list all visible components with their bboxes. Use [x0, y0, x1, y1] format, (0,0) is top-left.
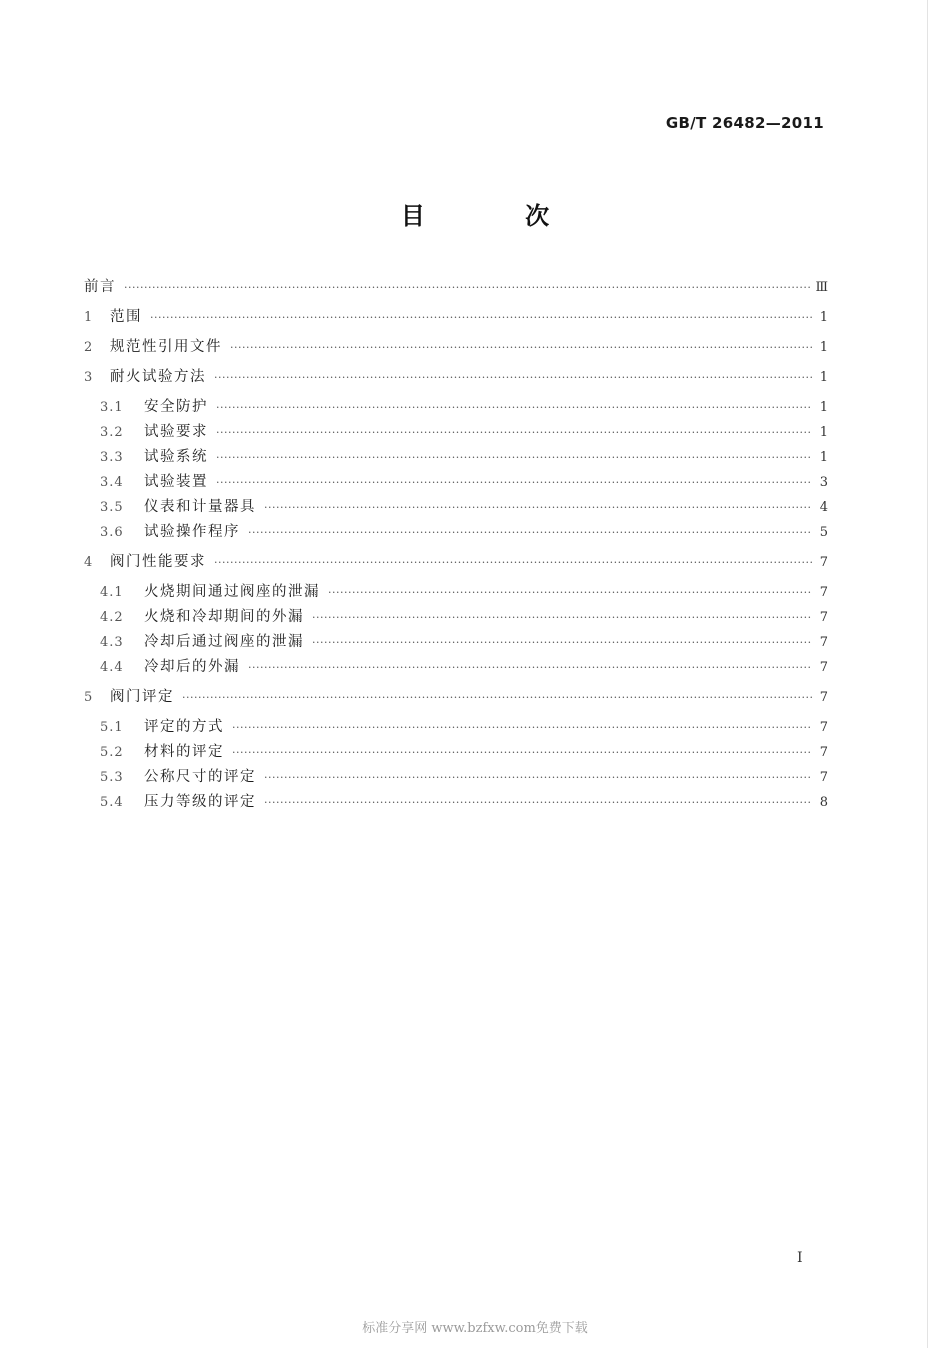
- toc-leader-dots: [264, 497, 812, 519]
- toc-entry-label: 火烧和冷却期间的外漏: [144, 609, 304, 625]
- toc-entry-label: 公称尺寸的评定: [144, 769, 256, 785]
- toc-entry-page: 7: [819, 635, 828, 650]
- toc-leader-dots: [150, 307, 812, 329]
- toc-leader-dots: [216, 447, 812, 469]
- toc-entry-4-1[interactable]: [84, 581, 828, 603]
- toc-entry-number: 4: [84, 555, 94, 570]
- toc-leader-dots: [248, 657, 812, 679]
- toc-entry-number: 3.2: [100, 425, 124, 440]
- toc-entry-page: 7: [819, 745, 828, 760]
- toc-entry-1[interactable]: [84, 306, 828, 328]
- toc-entry-label: 冷却后通过阀座的泄漏: [144, 634, 304, 650]
- toc-entry-number: 3: [84, 370, 94, 385]
- toc-entry-number: 4.4: [100, 660, 124, 675]
- toc-entry-5-3[interactable]: [84, 766, 828, 788]
- toc-entry-page: 3: [819, 475, 828, 490]
- toc-entry-4-2[interactable]: [84, 606, 828, 628]
- toc-entry-3-5[interactable]: [84, 496, 828, 518]
- toc-entry-label: 规范性引用文件: [110, 339, 222, 355]
- toc-entry-page: 1: [819, 425, 828, 440]
- page-number: I: [797, 1250, 803, 1266]
- toc-leader-dots: [216, 472, 812, 494]
- toc-entry-number: 3.3: [100, 450, 124, 465]
- toc-leader-dots: [264, 792, 812, 814]
- toc-entry-page: 7: [819, 720, 828, 735]
- toc-entry-page: 7: [819, 610, 828, 625]
- toc-entry-number: 3.4: [100, 475, 124, 490]
- toc-entry-number: 5.3: [100, 770, 124, 785]
- toc-entry-page: 1: [819, 450, 828, 465]
- toc-entry-3-1[interactable]: [84, 396, 828, 418]
- toc-entry-page: 1: [819, 400, 828, 415]
- toc-entry-number: 5.1: [100, 720, 124, 735]
- toc-entry-page: 5: [819, 525, 828, 540]
- toc-entry-page: 1: [819, 370, 828, 385]
- toc-entry-label: 阀门评定: [110, 689, 174, 705]
- toc-leader-dots: [216, 397, 812, 419]
- toc-leader-dots: [182, 687, 812, 709]
- toc-entry-label: 材料的评定: [144, 744, 224, 760]
- toc-entry-number: 3.5: [100, 500, 124, 515]
- toc-entry-5-4[interactable]: [84, 791, 828, 813]
- toc-entry-label: 压力等级的评定: [144, 794, 256, 810]
- toc-entry-label: 评定的方式: [144, 719, 224, 735]
- toc-leader-dots: [264, 767, 812, 789]
- toc-entry-5-2[interactable]: [84, 741, 828, 763]
- toc-leader-dots: [216, 422, 812, 444]
- toc-leader-dots: [328, 582, 812, 604]
- toc-entry-page: 1: [819, 310, 828, 325]
- toc-leader-dots: [232, 717, 812, 739]
- toc-leader-dots: [248, 522, 812, 544]
- toc-leader-dots: [124, 277, 811, 299]
- toc-entry-label: 冷却后的外漏: [144, 659, 240, 675]
- toc-entry-foreword[interactable]: [84, 276, 828, 298]
- toc-entry-label: 试验操作程序: [144, 524, 240, 540]
- toc-entry-label: 试验要求: [144, 424, 208, 440]
- toc-entry-page: 7: [819, 690, 828, 705]
- toc-entry-4-3[interactable]: [84, 631, 828, 653]
- toc-entry-page: 7: [819, 585, 828, 600]
- toc-entry-4-4[interactable]: [84, 656, 828, 678]
- toc-entry-2[interactable]: [84, 336, 828, 358]
- toc-leader-dots: [232, 742, 812, 764]
- toc-entry-5[interactable]: [84, 686, 828, 708]
- toc-leader-dots: [230, 337, 812, 359]
- toc-leader-dots: [312, 632, 812, 654]
- toc-entry-4[interactable]: [84, 551, 828, 573]
- toc-title: 目 次: [400, 202, 596, 230]
- toc-entry-label: 试验装置: [144, 474, 208, 490]
- toc-entry-3-2[interactable]: [84, 421, 828, 443]
- toc-entry-page: 4: [819, 500, 828, 515]
- standard-code: GB/T 26482—2011: [665, 114, 824, 132]
- toc-entry-number: 1: [84, 310, 94, 325]
- toc-entry-page: 7: [819, 555, 828, 570]
- toc-entry-label: 阀门性能要求: [110, 554, 206, 570]
- toc-entry-3-4[interactable]: [84, 471, 828, 493]
- toc-entry-number: 4.3: [100, 635, 124, 650]
- toc-entry-label: 安全防护: [144, 399, 208, 415]
- toc-entry-page: 7: [819, 660, 828, 675]
- footer-watermark: 标准分享网 www.bzfxw.com免费下载: [362, 1321, 588, 1336]
- toc-entry-number: 4.1: [100, 585, 124, 600]
- toc-entry-number: 5.4: [100, 795, 124, 810]
- toc-entry-label: 试验系统: [144, 449, 208, 465]
- toc-entry-label: 耐火试验方法: [110, 369, 206, 385]
- toc-entry-label: 前言: [84, 279, 116, 295]
- toc-entry-label: 火烧期间通过阀座的泄漏: [144, 584, 320, 600]
- toc-entry-3[interactable]: [84, 366, 828, 388]
- toc-leader-dots: [312, 607, 812, 629]
- toc-entry-page: Ⅲ: [815, 280, 828, 295]
- toc-entry-5-1[interactable]: [84, 716, 828, 738]
- toc-entry-number: 4.2: [100, 610, 124, 625]
- toc-entry-3-6[interactable]: [84, 521, 828, 543]
- toc-entry-3-3[interactable]: [84, 446, 828, 468]
- toc-entry-label: 仪表和计量器具: [144, 499, 256, 515]
- toc-leader-dots: [214, 367, 812, 389]
- toc-entry-number: 3.1: [100, 400, 124, 415]
- toc-entry-page: 7: [819, 770, 828, 785]
- toc-entry-page: 1: [819, 340, 828, 355]
- toc-entry-page: 8: [819, 795, 828, 810]
- toc-leader-dots: [214, 552, 812, 574]
- toc-entry-label: 范围: [110, 309, 142, 325]
- toc-entry-number: 5.2: [100, 745, 124, 760]
- toc-entry-number: 3.6: [100, 525, 124, 540]
- toc-entry-number: 2: [84, 340, 94, 355]
- toc-entry-number: 5: [84, 690, 94, 705]
